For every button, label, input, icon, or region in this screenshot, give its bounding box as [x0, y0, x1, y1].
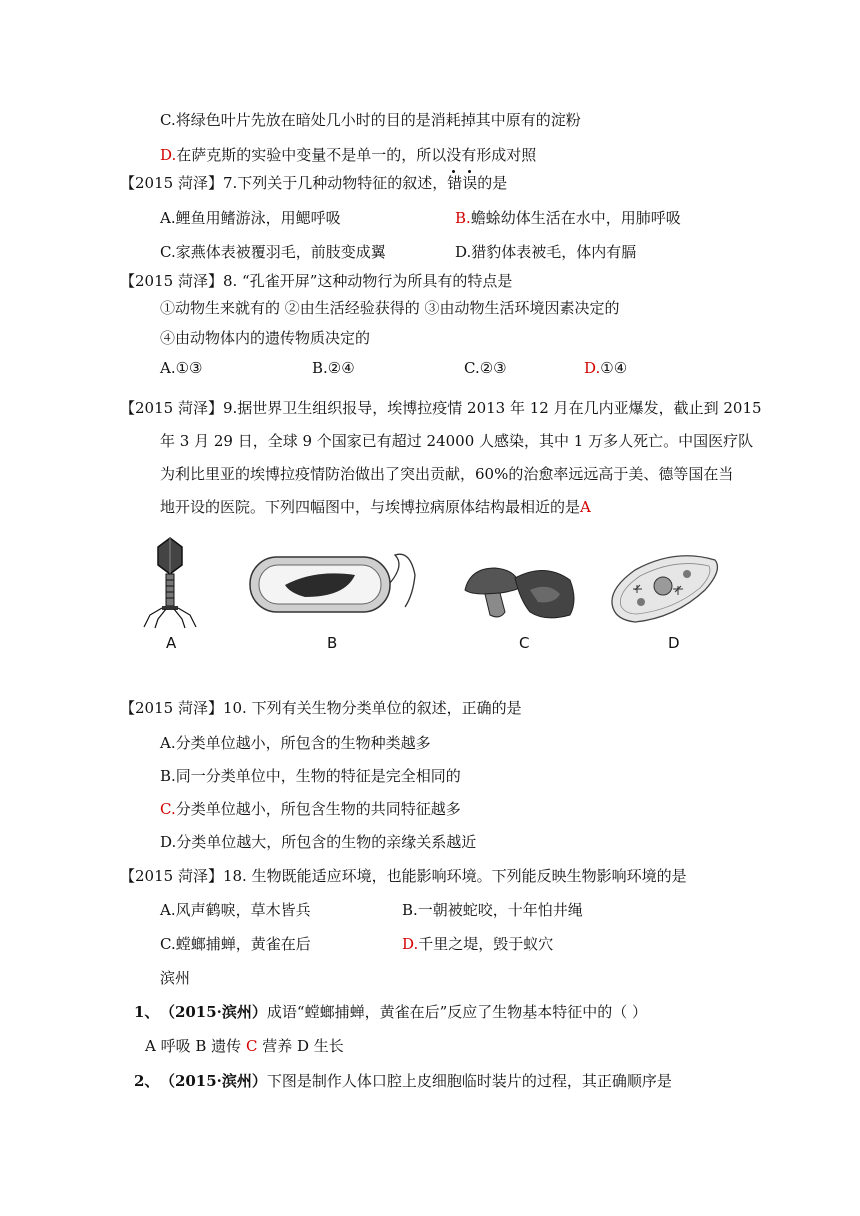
q8-option-d-text: ①④	[600, 359, 628, 377]
q18-option-a: A.风声鹤唳，草木皆兵	[160, 901, 311, 919]
b1-answer: C	[245, 1037, 258, 1055]
q18-option-d	[402, 934, 553, 954]
b2-question	[134, 1071, 672, 1091]
figure-label-d: D	[668, 634, 680, 652]
b1-text: 成语“螳螂捕蝉，黄雀在后”反应了生物基本特征中的（ ）	[266, 1003, 648, 1021]
q7-option-a: A.鲤鱼用鳍游泳，用鳃呼吸	[160, 209, 341, 227]
mushroom-figure	[460, 560, 580, 625]
emphasis-dot	[468, 170, 471, 173]
q7-emphasis-text: 错误	[447, 174, 478, 192]
q8-stem: 【2015 菏泽】8. “孔雀开屏”这种动物行为所具有的特点是	[120, 272, 513, 290]
q8-statements-2: ④由动物体内的遗传物质决定的	[160, 329, 371, 347]
q9-answer: A	[580, 498, 591, 516]
q18-stem: 【2015 菏泽】18. 生物既能适应环境，也能影响环境。下列能反映生物影响环境的是	[120, 867, 687, 885]
q10-option-c-text: 分类单位越小，所包含生物的共同特征越多	[175, 800, 461, 818]
q6-option-c: C.将绿色叶片先放在暗处几小时的目的是消耗掉其中原有的淀粉	[160, 111, 581, 129]
q8-option-d-letter: D.	[584, 359, 601, 377]
q7-stem	[120, 173, 507, 193]
q10-option-c	[160, 799, 461, 819]
q8-option-a: A.①③	[160, 359, 203, 377]
b2-source: （2015·滨州）	[167, 1072, 267, 1090]
q10-option-c-letter: C.	[160, 800, 176, 818]
q7-option-c: C.家燕体表被覆羽毛，前肢变成翼	[160, 243, 386, 261]
q10-stem: 【2015 菏泽】10. 下列有关生物分类单位的叙述，正确的是	[120, 699, 522, 717]
q9-line-1: 【2015 菏泽】9.据世界卫生组织报导，埃博拉疫情 2013 年 12 月在几内亚爆发，截止到 2015	[120, 399, 762, 417]
b1-question	[134, 1002, 647, 1022]
q9-line-3: 为利比里亚的埃博拉疫情防治做出了突出贡献，60%的治愈率远远高于美、德等国在当	[160, 465, 734, 483]
q7-option-b-text: 蟾蜍幼体生活在水中，用肺呼吸	[470, 209, 681, 227]
bacterium-figure	[245, 545, 420, 625]
q18-option-d-text: 千里之堤，毁于蚁穴	[418, 935, 554, 953]
q7-emphasis	[447, 174, 477, 192]
q10-option-d: D.分类单位越大，所包含的生物的亲缘关系越近	[160, 833, 477, 851]
bacteriophage-figure	[140, 535, 200, 630]
q7-option-b	[455, 208, 681, 228]
q6-option-d-letter: D.	[160, 146, 177, 164]
b2-number: 2、	[134, 1072, 160, 1090]
q6-option-d-text: 在萨克斯的实验中变量不是单一的，所以没有形成对照	[176, 146, 537, 164]
q8-statements-1: ①动物生来就有的 ②由生活经验获得的 ③由动物生活环境因素决定的	[160, 299, 620, 317]
q7-option-d: D.猎豹体表被毛，体内有膈	[455, 243, 637, 261]
b1-options	[145, 1036, 344, 1056]
emphasis-dot	[452, 170, 455, 173]
q7-source: 【2015 菏泽】	[120, 174, 223, 192]
q7-text-c: 的是	[477, 174, 508, 192]
figure-label-b: B	[327, 634, 338, 652]
q10-option-a: A.分类单位越小，所包含的生物种类越多	[160, 734, 431, 752]
q9-line-4-text: 地开设的医院。下列四幅图中，与埃博拉病原体结构最相近的是	[160, 498, 581, 516]
q6-option-d	[160, 145, 536, 165]
q7-text-a: 7.下列关于几种动物特征的叙述，	[222, 174, 448, 192]
paramecium-figure	[605, 550, 725, 625]
b1-options-ab: A 呼吸 B 遗传	[145, 1037, 246, 1055]
figure-label-a: A	[166, 634, 177, 652]
section-heading: 滨州	[160, 969, 191, 987]
figure-label-c: C	[519, 634, 530, 652]
q8-option-b: B.②④	[312, 359, 355, 377]
q9-line-4	[160, 497, 591, 517]
q18-option-c: C.螳螂捕蝉，黄雀在后	[160, 935, 311, 953]
q10-option-b: B.同一分类单位中，生物的特征是完全相同的	[160, 767, 461, 785]
q18-option-b: B.一朝被蛇咬，十年怕井绳	[402, 901, 583, 919]
b2-text: 下图是制作人体口腔上皮细胞临时装片的过程，其正确顺序是	[266, 1072, 672, 1090]
b1-options-cd: 营养 D 生长	[257, 1037, 344, 1055]
b1-number: 1、	[134, 1003, 160, 1021]
q8-option-c: C.②③	[464, 359, 507, 377]
q7-option-b-letter: B.	[455, 209, 471, 227]
b1-source: （2015·滨州）	[167, 1003, 267, 1021]
q9-line-2: 年 3 月 29 日，全球 9 个国家已有超过 24000 人感染，其中 1 万多人死亡。中国医疗队	[160, 432, 754, 450]
q18-option-d-letter: D.	[402, 935, 419, 953]
q8-option-d	[584, 358, 627, 378]
